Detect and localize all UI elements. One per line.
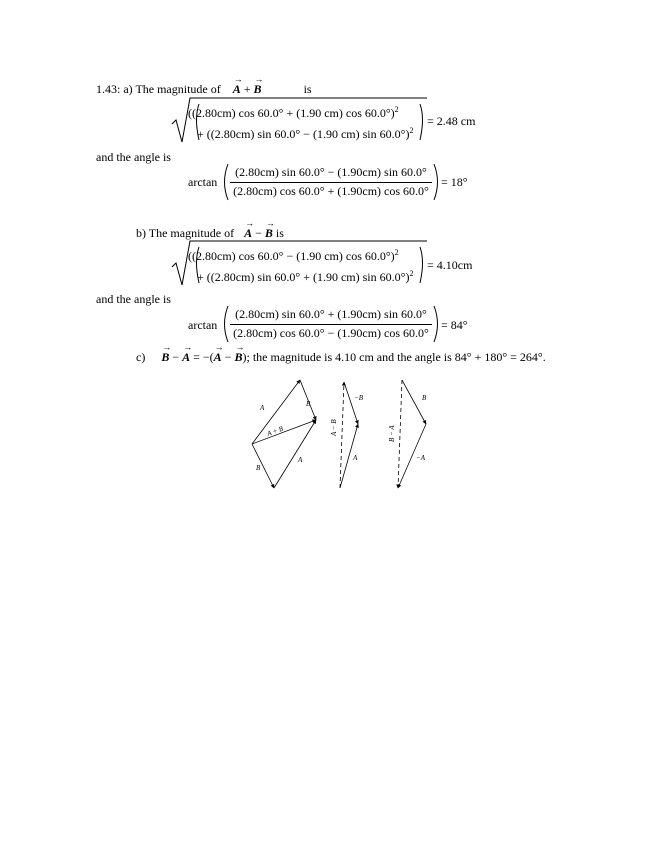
arrow-b-minus-a bbox=[398, 380, 402, 488]
part-b-angle-numerator: (2.80cm) sin 60.0° + (1.90cm) sin 60.0° bbox=[235, 307, 427, 321]
part-c-text: the magnitude is 4.10 cm and the angle is 84° + 180° = 264°. bbox=[252, 350, 546, 364]
minus-operator: − bbox=[255, 226, 262, 240]
part-b-angle-result: = 84° bbox=[441, 318, 468, 332]
part-a-angle-fraction bbox=[230, 163, 432, 201]
vector-b-symbol: → B bbox=[254, 82, 262, 97]
part-c-line: c) → B − → A = −(→ A − → B); the magnitude is 4.10 cm and the angle is 84° + 180° = 264°. bbox=[136, 350, 546, 365]
plus-operator: + bbox=[243, 82, 251, 96]
vector-a-symbol: → A bbox=[214, 350, 222, 365]
b-minus-a-diagram bbox=[388, 380, 427, 488]
label-a-plus-b: A + B bbox=[265, 424, 285, 438]
part-a-angle-intro: and the angle is bbox=[96, 150, 171, 164]
label-a-upper: A bbox=[260, 404, 265, 412]
part-b-arctan: arctan bbox=[188, 318, 218, 332]
vector-a-symbol: → A bbox=[233, 82, 241, 97]
a-minus-b-diagram bbox=[330, 382, 364, 488]
label-a-lower: A bbox=[298, 456, 303, 464]
label-neg-b: −B bbox=[354, 394, 363, 402]
vector-b-symbol: → B bbox=[265, 226, 273, 241]
part-b-angle-intro: and the angle is bbox=[96, 292, 171, 306]
vector-diagram bbox=[244, 376, 444, 496]
vector-b-symbol: → B bbox=[234, 350, 242, 365]
part-a-heading bbox=[96, 82, 312, 97]
part-a-mag-line2: + ((2.80cm) sin 60.0° − (1.90 cm) sin 60.0°)$^2$ bbox=[197, 126, 414, 141]
part-a-intro: 1.43: a) The magnitude of bbox=[96, 82, 221, 96]
part-a-mag-line1: ((2.80cm) cos 60.0° + (1.90 cm) cos 60.0°)$^2$ bbox=[188, 105, 399, 120]
part-a-arctan: arctan bbox=[188, 175, 218, 189]
part-b-angle-fraction bbox=[230, 305, 432, 343]
part-b-is: is bbox=[275, 226, 284, 240]
part-a-angle-result: = 18° bbox=[441, 175, 468, 189]
part-b-mag-line1: ((2.80cm) cos 60.0° − (1.90 cm) cos 60.0°)$^2$ bbox=[188, 248, 399, 263]
parallelogram-diagram bbox=[252, 380, 316, 488]
vector-b-symbol: → B bbox=[161, 350, 169, 365]
part-a-mag-result: = 2.48 cm bbox=[427, 114, 476, 128]
arrow-b bbox=[402, 380, 426, 424]
label-a: A bbox=[353, 454, 358, 462]
part-b-intro: b) The magnitude of bbox=[136, 226, 235, 240]
part-a-angle-numerator: (2.80cm) sin 60.0° − (1.90cm) sin 60.0° bbox=[235, 165, 427, 179]
arrow-neg-b bbox=[344, 382, 358, 424]
label-b-minus-a: B − A bbox=[388, 425, 396, 442]
vector-a-symbol: → A bbox=[244, 226, 252, 241]
part-a-angle-denominator: (2.80cm) cos 60.0° + (1.90cm) cos 60.0° bbox=[233, 184, 429, 198]
part-b-angle-denominator: (2.80cm) cos 60.0° − (1.90cm) cos 60.0° bbox=[233, 326, 429, 340]
part-c-label: c) bbox=[136, 350, 146, 364]
label-b: B bbox=[422, 394, 427, 402]
label-neg-a: −A bbox=[416, 454, 425, 462]
label-b-upper: B bbox=[306, 400, 311, 408]
part-b-mag-result: = 4.10cm bbox=[427, 258, 473, 272]
vector-a-symbol: → A bbox=[182, 350, 190, 365]
label-a-minus-b: A − B bbox=[330, 419, 338, 436]
arrow-a-minus-b bbox=[340, 382, 344, 488]
part-a-is: is bbox=[303, 82, 312, 96]
part-b-mag-line2: + ((2.80cm) sin 60.0° + (1.90 cm) sin 60.0°)$^2$ bbox=[197, 269, 414, 284]
label-b-lower: B bbox=[256, 464, 261, 472]
